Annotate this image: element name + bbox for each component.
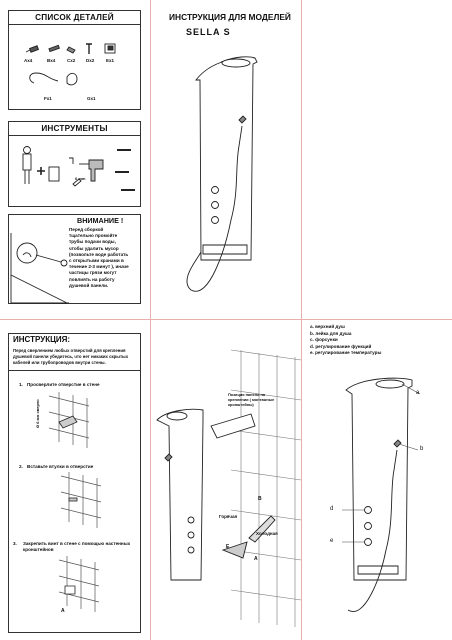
legend-item: c. форсунки <box>310 337 338 343</box>
warning-line: тщательно промойте <box>69 233 118 239</box>
drill-note: Ø 6 мм сверло <box>35 399 40 428</box>
mark-a-label: A <box>254 556 258 562</box>
warning-line: чтобы удалить мусор <box>69 245 119 251</box>
part-label-d: Dx2 <box>86 58 95 63</box>
instructions-header: ИНСТРУКЦИЯ: <box>13 335 71 344</box>
marker-e: e <box>330 538 334 544</box>
installation-drawing <box>151 330 301 630</box>
mark-b-label: B <box>258 496 262 502</box>
install-note-line: креплении ( монтажные <box>228 397 275 402</box>
step-3-text: Закрепить винт в стене с помощью настенных <box>23 541 131 546</box>
tools-icons <box>9 122 142 208</box>
step-3-text-cont: кронштейнов <box>23 547 54 552</box>
part-label-a: Ax4 <box>24 58 33 63</box>
step-2-text: Вставьте втулки в отверстие <box>27 464 94 469</box>
intro-line: кабелей или трубопроводов внутри стены. <box>13 360 106 366</box>
install-note-line: Позиция панели на <box>228 392 266 397</box>
warning-line: (позвольте воде работать <box>69 251 129 257</box>
legend-item: b. лейка для душа <box>310 330 352 336</box>
marker-d: d <box>330 506 334 512</box>
marker-a: a <box>416 390 420 396</box>
install-steps-drawing <box>9 334 142 634</box>
shower-panel-drawing <box>151 40 301 300</box>
warning-line: частицы грязи могут <box>69 270 117 276</box>
part-label-e: Ex1 <box>106 58 115 63</box>
page-title: ИНСТРУКЦИЯ ДЛЯ МОДЕЛЕЙ <box>169 12 291 22</box>
step-3-number: 3. <box>13 541 17 546</box>
cold-label: Холодная <box>256 531 278 536</box>
mark-e-label: E <box>226 544 230 550</box>
part-label-g: Gx1 <box>87 96 96 101</box>
warning-line: трубы подачи воды, <box>69 239 116 245</box>
warning-text <box>69 227 129 289</box>
intro-line: душевой панели убедитесь, что нет никаких скрытых <box>13 354 129 360</box>
anchor-mark: A <box>61 608 65 614</box>
parts-list-header: СПИСОК ДЕТАЛЕЙ <box>9 11 140 25</box>
labeled-panel-drawing <box>302 370 452 630</box>
tools-header: ИНСТРУМЕНТЫ <box>9 122 140 136</box>
parts-list-panel <box>8 10 141 110</box>
legend-item: a. верхний душ <box>310 324 345 329</box>
marker-b: b <box>420 446 424 452</box>
legend-item: d. регулирование функций <box>310 343 372 349</box>
part-label-b: Bx4 <box>47 58 56 63</box>
instructions-panel <box>8 333 141 633</box>
install-note-line: кронштейны) <box>228 402 254 407</box>
step-1-text: Просверлите отверстие в стене <box>27 382 100 387</box>
cut-mark <box>0 319 452 320</box>
warning-line: с открытыми кранами в <box>69 258 124 264</box>
install-note <box>228 392 274 407</box>
tools-panel <box>8 121 141 207</box>
warning-line: Перед сборкой <box>69 227 104 232</box>
hot-label: Горячая <box>219 514 238 519</box>
warning-title: ВНИМАНИЕ ! <box>77 216 124 225</box>
warning-line: течение 2-3 минут ), иначе <box>69 264 129 270</box>
intro-line: Перед сверлением любых отверстий для крепления <box>13 348 126 353</box>
legend-item: e. регулирование температуры <box>310 350 382 356</box>
step-1-number: 1. <box>19 382 23 387</box>
warning-line: повлиять на работу <box>69 276 115 282</box>
legend-list <box>310 324 381 357</box>
model-name: SELLA S <box>186 27 231 37</box>
step-2-number: 2. <box>19 464 23 469</box>
part-label-f: Fx1 <box>44 96 52 101</box>
warning-line: душевой панели. <box>69 282 109 288</box>
warning-panel <box>8 214 141 304</box>
part-label-c: Cx2 <box>67 58 76 63</box>
drill-size-label: 6 mm <box>75 176 86 181</box>
